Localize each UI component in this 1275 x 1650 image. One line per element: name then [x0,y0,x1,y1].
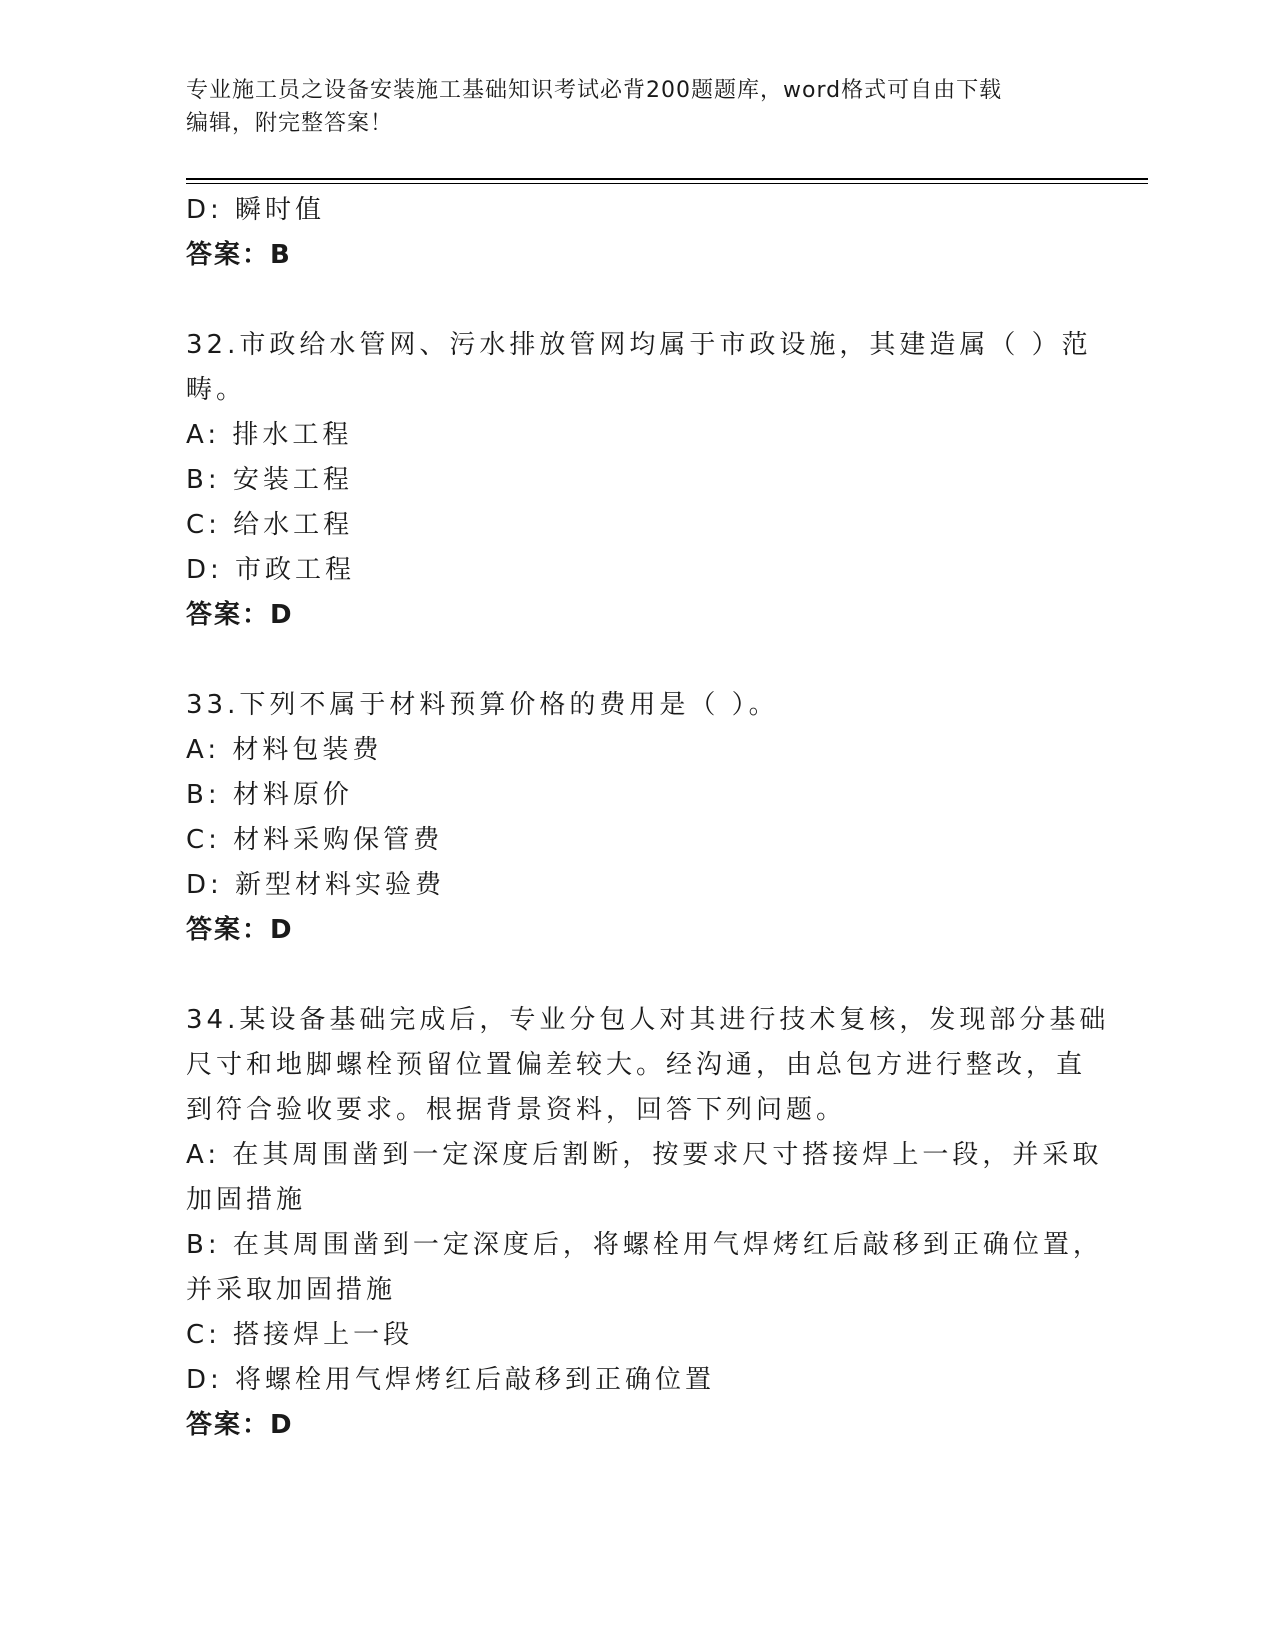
option-d: D: 新型材料实验费 [186,870,446,900]
question-stem: 34.某设备基础完成后，专业分包人对其进行技术复核，发现部分基础 [186,1005,1110,1035]
option-c: C: 材料采购保管费 [186,825,444,855]
option-a: A: 排水工程 [186,420,353,450]
document-header [186,74,1086,140]
question-stem-continued: 畴。 [186,375,247,405]
option-c: C: 搭接焊上一段 [186,1320,414,1350]
answer: 答案：D [186,915,294,945]
option-c: C: 给水工程 [186,510,354,540]
question-stem: 32.市政给水管网、污水排放管网均属于市政设施，其建造属（ ）范 [186,330,1092,360]
header-title-line-1: 专业施工员之设备安装施工基础知识考试必背200题题库，word格式可自由下载 [186,78,1003,103]
header-rule-thick [186,178,1148,180]
answer: 答案：D [186,600,294,630]
question-stem-continued: 尺寸和地脚螺栓预留位置偏差较大。经沟通，由总包方进行整改，直 [186,1050,1087,1080]
answer: 答案：D [186,1410,294,1440]
question-stem-continued: 到符合验收要求。根据背景资料，回答下列问题。 [186,1095,847,1125]
spacer [186,638,1086,683]
option-a: A: 材料包装费 [186,735,383,765]
option-a: A: 在其周围凿到一定深度后割断，按要求尺寸搭接焊上一段，并采取 [186,1140,1103,1170]
header-rule-thin [186,183,1148,184]
prev-option-d: D: 瞬时值 [186,195,326,225]
question-stem: 33.下列不属于材料预算价格的费用是（ ）。 [186,690,779,720]
option-d: D: 将螺栓用气焊烤红后敲移到正确位置 [186,1365,716,1395]
prev-answer: 答案：B [186,240,292,270]
question-34 [186,998,1110,1448]
option-a-continued: 加固措施 [186,1185,307,1215]
option-d: D: 市政工程 [186,555,356,585]
option-b: B: 材料原价 [186,780,353,810]
option-b: B: 在其周围凿到一定深度后，将螺栓用气焊烤红后敲移到正确位置， [186,1230,1103,1260]
question-33 [186,683,1086,953]
option-b-continued: 并采取加固措施 [186,1275,397,1305]
document-body [186,188,1110,1448]
spacer [186,953,1086,998]
spacer [186,278,1086,323]
header-title-line-2: 编辑，附完整答案！ [186,111,394,136]
option-b: B: 安装工程 [186,465,353,495]
question-32 [186,323,1092,638]
